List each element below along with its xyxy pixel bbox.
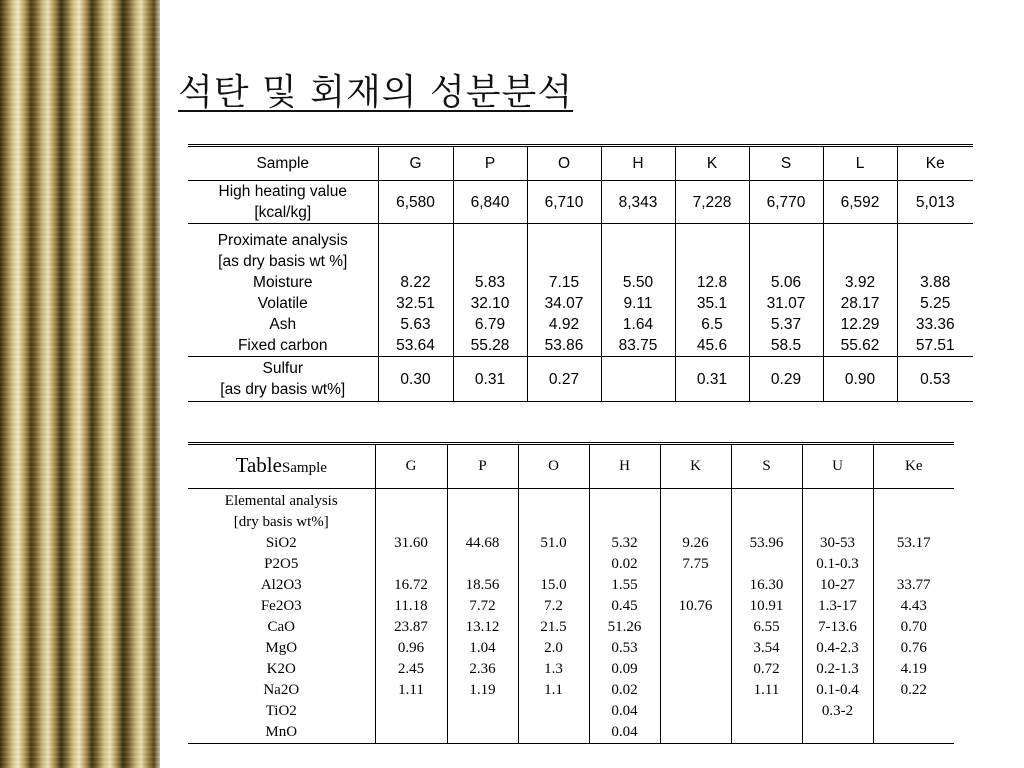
table-cell: [873, 489, 954, 744]
cell-value: 0.02: [611, 556, 638, 572]
table-cell: [447, 489, 518, 744]
slide-title: 석탄 및 회재의 성분분석: [178, 72, 574, 113]
row-label-line: K2O: [266, 661, 296, 677]
cell-value: [378, 701, 445, 722]
cell-value: 58.5: [770, 337, 802, 354]
t1-header-s: S: [749, 146, 823, 181]
cell-value: 9.11: [623, 295, 653, 312]
cell-value: 0.4-2.3: [816, 640, 859, 656]
t1-header-sample: Sample: [188, 146, 378, 181]
cell-value: [663, 638, 729, 659]
cell-value: 10.76: [678, 598, 713, 614]
table-word: Table: [235, 452, 282, 477]
row-label-line: [as dry basis wt %]: [218, 253, 348, 270]
cell-value: 28.17: [840, 295, 880, 312]
cell-value: 7.72: [469, 598, 496, 614]
cell-value: 53.96: [749, 535, 784, 551]
t2-header-p: P: [447, 444, 518, 489]
cell-value: 1.3-17: [818, 598, 857, 614]
t1-header-o: O: [527, 146, 601, 181]
row-label: [188, 181, 378, 224]
t2-header-k: K: [660, 444, 731, 489]
cell-value: 1.3: [544, 661, 563, 677]
t1-header-p: P: [453, 146, 527, 181]
table-cell: 6,840: [453, 181, 527, 224]
cell-value: [734, 701, 800, 722]
cell-value: 16.72: [394, 577, 428, 593]
table-cell: 6,770: [749, 181, 823, 224]
cell-value: 11.18: [394, 598, 428, 614]
cell-value: 1.11: [753, 682, 780, 698]
table-cell: [823, 224, 897, 357]
cell-value: 2.0: [544, 640, 563, 656]
table-cell: [589, 489, 660, 744]
row-label-line: Na2O: [263, 682, 300, 698]
cell-value: 4.19: [900, 661, 927, 677]
cell-value: 32.10: [470, 295, 510, 312]
row-label-line: SiO2: [265, 535, 297, 551]
cell-value: [521, 722, 587, 743]
t2-header-ke: Ke: [873, 444, 954, 489]
table-cell: [749, 224, 823, 357]
spacer: [450, 491, 516, 512]
cell-value: 13.12: [465, 619, 500, 635]
cell-value: 55.28: [470, 337, 510, 354]
t2-header-h: H: [589, 444, 660, 489]
table-cell: [527, 224, 601, 357]
table-cell: 6,580: [378, 181, 453, 224]
cell-value: [663, 680, 729, 701]
t1-header-ke: Ke: [897, 146, 973, 181]
table-cell: [378, 224, 453, 357]
cell-value: [521, 701, 587, 722]
cell-value: 10.91: [749, 598, 784, 614]
table-cell: [897, 224, 973, 357]
cell-value: 53.64: [396, 337, 435, 354]
cell-value: 53.17: [896, 535, 931, 551]
spacer: [378, 491, 445, 512]
cell-value: 33.77: [896, 577, 931, 593]
table-cell: [675, 224, 749, 357]
cell-value: 4.43: [900, 598, 927, 614]
cell-value: 44.68: [465, 535, 500, 551]
cell-value: 1.55: [611, 577, 638, 593]
cell-value: 7.2: [544, 598, 563, 614]
decorative-gold-pillar: [0, 0, 160, 768]
cell-value: 5.32: [611, 535, 638, 551]
cell-value: 5.06: [770, 274, 802, 291]
cell-value: [663, 659, 729, 680]
cell-value: 18.56: [465, 577, 500, 593]
cell-value: 1.11: [398, 682, 424, 698]
table-cell: [601, 357, 675, 402]
cell-value: [450, 722, 516, 743]
table-cell: 6,710: [527, 181, 601, 224]
cell-value: 15.0: [540, 577, 567, 593]
cell-value: [805, 722, 871, 743]
row-label-line: MgO: [265, 640, 298, 656]
cell-value: 34.07: [544, 295, 584, 312]
cell-value: 5.63: [400, 316, 431, 333]
table-cell: [731, 489, 802, 744]
table-cell: 0.53: [897, 357, 973, 402]
cell-value: 12.8: [696, 274, 728, 291]
cell-value: 16.30: [749, 577, 784, 593]
table1-header-row: [188, 146, 973, 181]
cell-value: 2.45: [397, 661, 425, 677]
table-cell: 0.31: [453, 357, 527, 402]
spacer: [378, 512, 445, 533]
cell-value: 0.70: [900, 619, 927, 635]
spacer: [521, 512, 587, 533]
cell-value: 0.22: [900, 682, 927, 698]
table-cell: [518, 489, 589, 744]
cell-value: 4.92: [548, 316, 580, 333]
row-label-line: Sulfur: [262, 360, 303, 377]
table-cell: 0.27: [527, 357, 601, 402]
cell-value: 6.5: [701, 316, 723, 333]
cell-value: 21.5: [540, 619, 567, 635]
row-label-line: Fe2O3: [260, 598, 302, 614]
table-cell: 8,343: [601, 181, 675, 224]
cell-value: 8.22: [400, 274, 431, 291]
cell-value: [663, 701, 729, 722]
spacer: [805, 491, 871, 512]
cell-value: 7.15: [548, 274, 580, 291]
t1-header-k: K: [675, 146, 749, 181]
row-label-line: Elemental analysis: [224, 493, 338, 509]
cell-value: 83.75: [618, 337, 658, 354]
cell-value: 5.83: [474, 274, 506, 291]
cell-value: [450, 701, 516, 722]
cell-value: 33.36: [915, 316, 955, 333]
spacer: [805, 512, 871, 533]
cell-value: 5.50: [622, 274, 654, 291]
cell-value: 0.04: [611, 703, 638, 719]
t1-header-l: L: [823, 146, 897, 181]
spacer: [450, 512, 516, 533]
cell-value: 3.92: [844, 274, 876, 291]
cell-value: [378, 722, 445, 743]
cell-value: 5.37: [770, 316, 802, 333]
row-label-line: Proximate analysis: [217, 232, 348, 249]
table-cell: 0.90: [823, 357, 897, 402]
cell-value: [734, 722, 800, 743]
spacer: [592, 491, 658, 512]
sulfur-row: [188, 357, 973, 402]
cell-value: 1.04: [469, 640, 496, 656]
cell-value: 0.02: [611, 682, 638, 698]
row-label-line: CaO: [267, 619, 295, 635]
cell-value: 3.88: [920, 274, 951, 291]
table-cell: 5,013: [897, 181, 973, 224]
row-label-line: Al2O3: [260, 577, 302, 593]
cell-value: 31.60: [394, 535, 428, 551]
cell-value: [663, 575, 729, 596]
row-label-line: Fixed carbon: [237, 337, 328, 354]
cell-value: 0.45: [611, 598, 638, 614]
t2-header-o: O: [518, 444, 589, 489]
cell-value: 2.36: [469, 661, 496, 677]
proximate-analysis-row: [188, 224, 973, 357]
cell-value: 0.76: [900, 640, 927, 656]
table-cell: 6,592: [823, 181, 897, 224]
cell-value: 1.19: [469, 682, 496, 698]
cell-value: 23.87: [394, 619, 428, 635]
t2-header-s: S: [731, 444, 802, 489]
cell-value: [876, 554, 953, 575]
cell-value: 51.0: [540, 535, 567, 551]
cell-value: 5.25: [920, 295, 951, 312]
cell-value: 0.1-0.3: [816, 556, 859, 572]
row-label-line: Volatile: [257, 295, 308, 312]
cell-value: 9.26: [682, 535, 709, 551]
row-label-unit: [as dry basis wt%]: [220, 381, 346, 398]
table-cell: [660, 489, 731, 744]
cell-value: 30-53: [820, 535, 855, 551]
high-heating-value-row: [188, 181, 973, 224]
table-cell: [601, 224, 675, 357]
cell-value: 7-13.6: [818, 619, 857, 635]
cell-value: 53.86: [544, 337, 584, 354]
t1-header-h: H: [601, 146, 675, 181]
cell-value: [663, 617, 729, 638]
row-label-line: High heating value: [218, 183, 347, 200]
t2-header-g: G: [375, 444, 447, 489]
cell-value: 0.2-1.3: [816, 661, 859, 677]
cell-value: 55.62: [840, 337, 880, 354]
cell-value: [734, 554, 800, 575]
t2-header-sample: [188, 444, 375, 489]
cell-value: 10-27: [820, 577, 855, 593]
cell-value: 6.55: [753, 619, 780, 635]
cell-value: 6.79: [474, 316, 506, 333]
cell-value: 0.72: [753, 661, 780, 677]
elemental-analysis-row: [188, 489, 954, 744]
cell-value: 31.07: [766, 295, 806, 312]
row-label-line: P2O5: [264, 556, 299, 572]
spacer: [876, 512, 953, 533]
table-cell: [802, 489, 873, 744]
cell-value: 57.51: [915, 337, 955, 354]
row-label-line: Moisture: [253, 274, 313, 291]
row-label: [188, 357, 378, 402]
table-cell: 7,228: [675, 181, 749, 224]
cell-value: 1.64: [622, 316, 654, 333]
elemental-analysis-table: [188, 442, 954, 744]
cell-value: 0.3-2: [821, 703, 854, 719]
table-cell: 0.29: [749, 357, 823, 402]
cell-value: 45.6: [696, 337, 728, 354]
cell-value: 3.54: [753, 640, 780, 656]
row-label: [188, 224, 378, 357]
spacer: [592, 512, 658, 533]
cell-value: 51.26: [607, 619, 642, 635]
proximate-analysis-table: [188, 144, 973, 402]
cell-value: [876, 701, 953, 722]
row-label-line: TiO2: [265, 703, 297, 719]
cell-value: 1.1: [544, 682, 563, 698]
t1-header-g: G: [378, 146, 453, 181]
table-cell: [453, 224, 527, 357]
row-label-unit: [kcal/kg]: [254, 204, 312, 221]
t2-header-u: U: [802, 444, 873, 489]
cell-value: 0.96: [397, 640, 425, 656]
cell-value: 0.04: [611, 724, 638, 740]
row-label-line: [dry basis wt%]: [233, 514, 329, 530]
cell-value: [521, 554, 587, 575]
cell-value: 12.29: [840, 316, 880, 333]
table-cell: [375, 489, 447, 744]
spacer: [876, 491, 953, 512]
spacer: [663, 512, 729, 533]
cell-value: 0.1-0.4: [816, 682, 859, 698]
cell-value: 0.53: [611, 640, 638, 656]
row-label: [188, 489, 375, 744]
cell-value: 35.1: [696, 295, 728, 312]
cell-value: 7.75: [682, 556, 709, 572]
table-cell: 0.31: [675, 357, 749, 402]
cell-value: 32.51: [396, 295, 435, 312]
cell-value: [663, 722, 729, 743]
spacer: [734, 512, 800, 533]
cell-value: [450, 554, 516, 575]
table2-header-row: [188, 444, 954, 489]
table-cell: 0.30: [378, 357, 453, 402]
sample-word: Sample: [281, 459, 327, 476]
spacer: [663, 491, 729, 512]
cell-value: [378, 554, 445, 575]
row-label-line: Ash: [269, 316, 297, 333]
spacer: [521, 491, 587, 512]
row-label-line: MnO: [265, 724, 298, 740]
cell-value: 0.09: [611, 661, 638, 677]
cell-value: [876, 722, 953, 743]
spacer: [734, 491, 800, 512]
